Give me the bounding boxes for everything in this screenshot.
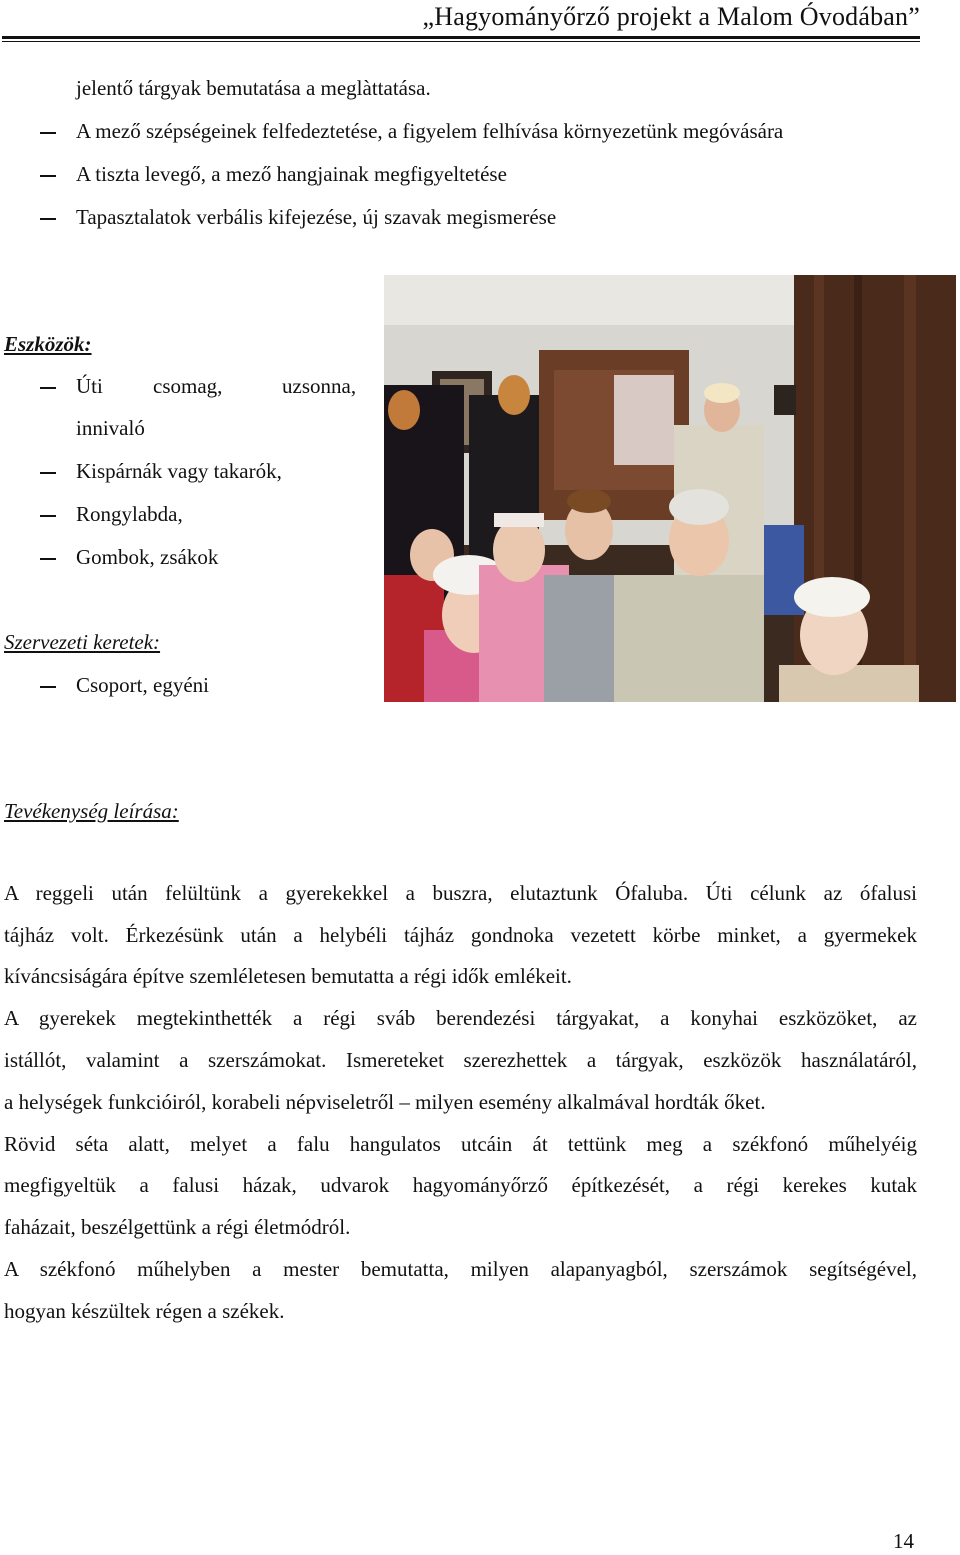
eszkozok-item-continuation: innivaló bbox=[76, 416, 145, 440]
paragraph-line: A gyerekek megtekinthették a régi sváb berendezési tárgyakat, a konyhai eszközöket, az bbox=[4, 1006, 917, 1030]
dash-bullet bbox=[40, 175, 56, 177]
eszkozok-item: Rongylabda, bbox=[76, 502, 183, 526]
paragraph-line: A székfonó műhelyben a mester bemutatta, milyen alapanyagból, szerszámok segítségével, bbox=[4, 1257, 917, 1281]
paragraph-line: a helységek funkcióiról, korabeli népviseletről – milyen esemény alkalmával hordták őket. bbox=[4, 1090, 766, 1114]
eszkozok-item-word: csomag, bbox=[153, 374, 223, 398]
header-rule-thick bbox=[2, 36, 920, 39]
intro-item: A mező szépségeinek felfedeztetése, a figyelem felhívása környezetünk megóvására bbox=[76, 119, 784, 143]
dash-bullet bbox=[40, 558, 56, 560]
dash-bullet bbox=[40, 472, 56, 474]
header-rule-thin bbox=[2, 41, 920, 42]
running-header-title: „Hagyományőrző projekt a Malom Óvodában” bbox=[422, 2, 920, 31]
szervezeti-heading: Szervezeti keretek: bbox=[4, 630, 161, 654]
page-number: 14 bbox=[893, 1529, 914, 1553]
eszkozok-item: Kispárnák vagy takarók, bbox=[76, 459, 282, 483]
paragraph-line: Rövid séta alatt, melyet a falu hangulatos utcáin át tettünk meg a székfonó műhelyéig bbox=[4, 1132, 917, 1156]
eszkozok-item-word: uzsonna, bbox=[282, 374, 357, 398]
paragraph-line: istállót, valamint a szerszámokat. Ismereteket szerezhettek a tárgyak, eszközök használatáról, bbox=[4, 1048, 917, 1072]
dash-bullet bbox=[40, 132, 56, 134]
paragraph-line: faházait, beszélgettünk a régi életmódról. bbox=[4, 1215, 351, 1239]
paragraph-line: megfigyeltük a falusi házak, udvarok hagyományőrző építkezését, a régi kerekes kutak bbox=[4, 1173, 917, 1197]
intro-item: A tiszta levegő, a mező hangjainak megfigyeltetése bbox=[76, 162, 507, 186]
paragraph-line: A reggeli után felültünk a gyerekekkel a buszra, elutaztunk Ófaluba. Úti célunk az ófalusi bbox=[4, 881, 917, 905]
dash-bullet bbox=[40, 387, 56, 389]
eszkozok-heading: Eszközök: bbox=[4, 332, 92, 356]
paragraph-line: tájház volt. Érkezésünk után a helybéli tájház gondnoka vezetett körbe minket, a gyermekek bbox=[4, 923, 917, 947]
eszkozok-item: Gombok, zsákok bbox=[76, 545, 219, 569]
tevekenyseg-heading: Tevékenység leírása: bbox=[4, 799, 179, 823]
children-group-photo bbox=[384, 275, 956, 702]
dash-bullet bbox=[40, 218, 56, 220]
eszkozok-item-word: Úti bbox=[76, 374, 103, 398]
intro-continuation: jelentő tárgyak bemutatása a meglàttatása. bbox=[76, 76, 431, 100]
paragraph-line: hogyan készültek régen a székek. bbox=[4, 1299, 285, 1323]
paragraph-line: kíváncsiságára építve szemléletesen bemutatta a régi idők emlékeit. bbox=[4, 964, 572, 988]
dash-bullet bbox=[40, 515, 56, 517]
szervezeti-item: Csoport, egyéni bbox=[76, 673, 209, 697]
dash-bullet bbox=[40, 686, 56, 688]
intro-item: Tapasztalatok verbális kifejezése, új szavak megismerése bbox=[76, 205, 557, 229]
